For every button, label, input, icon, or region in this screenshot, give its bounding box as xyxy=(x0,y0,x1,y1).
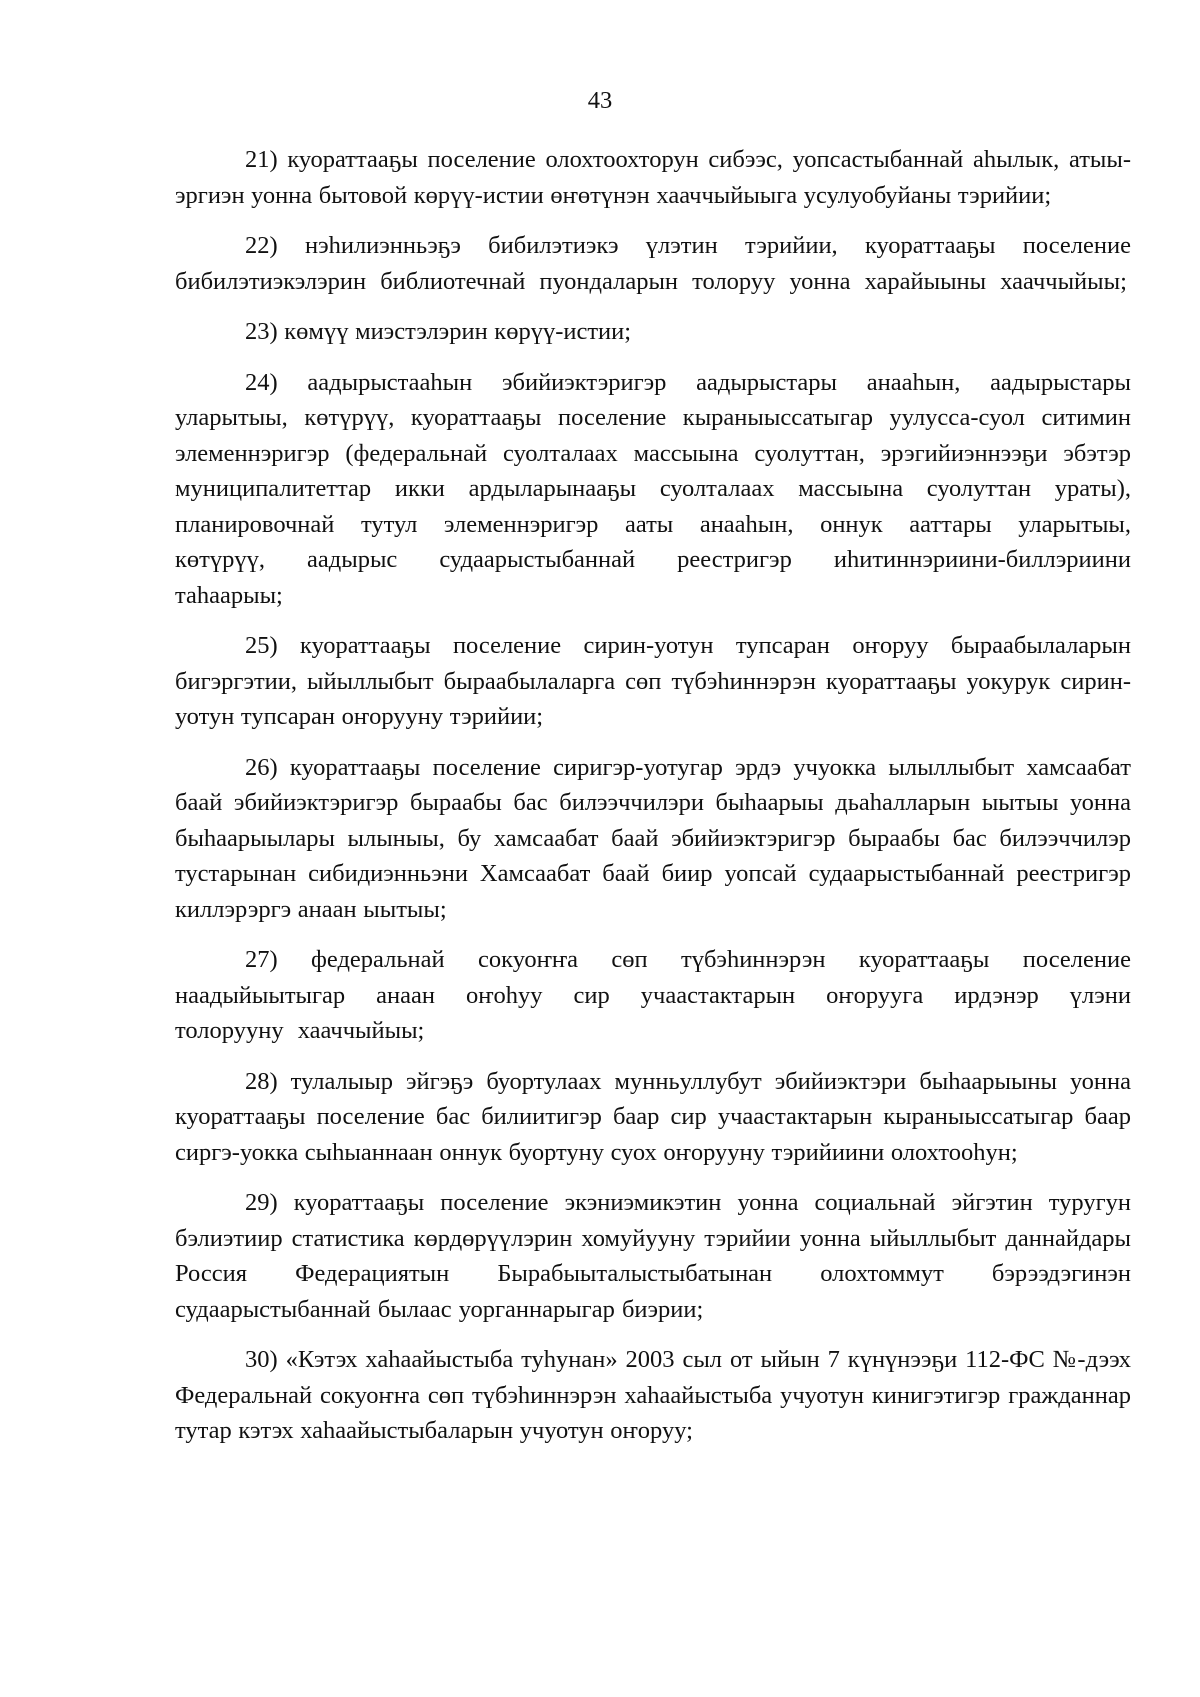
paragraph-27: 27) федеральнай сокуоҥҥа сөп түбэһиннэрэн куораттааҕы поселение наадыйыытыгар анаан оҥоһуу сир учаастактарын оҥорууга ирдэнэр үлэни толорууну хааччыйыы; xyxy=(175,946,1131,1044)
document-body xyxy=(175,142,1131,1464)
paragraph-21: 21) куораттааҕы поселение олохтоохторун сибээс, уопсастыбаннай аһылык, атыы-эргиэн уонна бытовой көрүү-истии өҥөтүнэн хааччыйыыга усулуобуйаны тэрийии; xyxy=(175,146,1131,209)
paragraph-29: 29) куораттааҕы поселение экэниэмикэтин уонна социальнай эйгэтин туругун бэлиэтиир статистика көрдөрүүлэрин хомуйууну тэрийии уонна ыйыллыбыт даннайдары Россия Федерациятын Бырабыыталыстыбатынан олохтоммут бэрээдэгинэн судаарыстыбаннай былаас уорганнарыгар биэрии; xyxy=(175,1189,1131,1323)
paragraph-30: 30) «Кэтэх хаһаайыстыба туһунан» 2003 сыл от ыйын 7 күнүнээҕи 112-ФС №-дээх Федеральнай сокуоҥҥа сөп түбэһиннэрэн хаһаайыстыба учуотун кинигэтигэр гражданнар тутар кэтэх хаһаайыстыбаларын учуотун оҥоруу; xyxy=(175,1346,1131,1444)
paragraph-25: 25) куораттааҕы поселение сирин-уотун тупсаран оҥоруу быраабылаларын бигэргэтии, ыйыллыбыт быраабылаларга сөп түбэһиннэрэн куораттааҕы уокурук сирин-уотун тупсаран оҥорууну тэрийии; xyxy=(175,632,1131,730)
page-number: 43 xyxy=(587,87,613,114)
paragraph-22: 22) нэһилиэнньэҕэ бибилэтиэкэ үлэтин тэрийии, куораттааҕы поселение бибилэтиэкэлэрин библиотечнай пуондаларын толоруу уонна харайыыны хааччыйыы; xyxy=(175,232,1131,295)
paragraph-23: 23) көмүү миэстэлэрин көрүү-истии; xyxy=(245,318,632,345)
paragraph-26: 26) куораттааҕы поселение сиригэр-уотугар эрдэ учуокка ылыллыбыт хамсаабат баай эбийиэктэригэр быраабы бас билээччилэри быһаарыы дьаһалларын ыытыы уонна быһаарыылары ылыныы, бу хамсаабат баай эбийиэктэригэр быраабы бас билээччилэр тустарынан сибидиэнньэни Хамсаабат баай биир уопсай судаарыстыбаннай реестригэр киллэрэргэ анаан ыытыы; xyxy=(175,753,1131,923)
paragraph-24: 24) аадырыстааһын эбийиэктэригэр аадырыстары анааһын, аадырыстары уларытыы, көтүрүү, куораттааҕы поселение кыраныыссатыгар уулусса-суол ситимин элеменнэригэр (федеральнай суолталаах массыына суолуттан, эрэгийиэннээҕи эбэтэр муниципалитеттар икки ардыларынааҕы суолталаах массыына суолуттан ураты), планировочнай тутул элеменнэригэр ааты анааһын, оннук ааттары уларытыы, көтүрүү, аадырыс судаарыстыбаннай реестригэр иһитиннэриини-биллэриини таһаарыы; xyxy=(175,368,1131,609)
paragraph-28: 28) тулалыыр эйгэҕэ буортулаах мунньуллубут эбийиэктэри быһаарыыны уонна куораттааҕы поселение бас билиитигэр баар сир учаастактарын кыраныыссатыгар баар сиргэ-уокка сыһыаннаан оннук буортуну суох оҥорууну тэрийиини олохтооһун; xyxy=(175,1067,1131,1166)
